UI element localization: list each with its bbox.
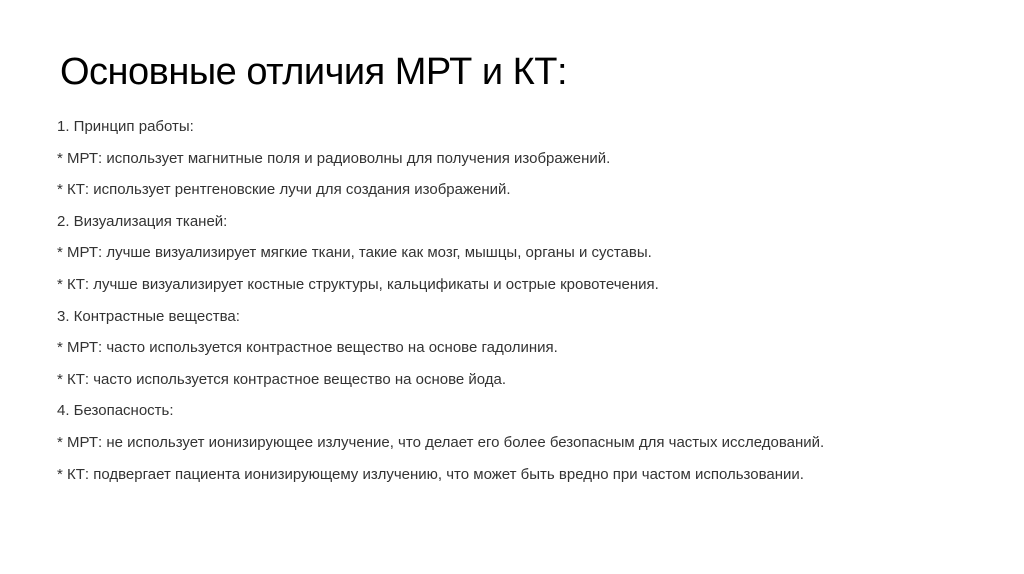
list-item: * МРТ: использует магнитные поля и радиоволны для получения изображений. — [57, 149, 611, 167]
slide-body — [57, 116, 847, 495]
list-item: * МРТ: лучше визуализирует мягкие ткани, такие как мозг, мышцы, органы и суставы. — [57, 244, 652, 262]
slide-title: Основные отличия МРТ и КТ: — [60, 51, 568, 93]
heading-safety: 4. Безопасность: — [57, 402, 174, 420]
list-item: * КТ: использует рентгеновские лучи для создания изображений. — [57, 181, 511, 199]
heading-visualization: 2. Визуализация тканей: — [57, 212, 228, 230]
list-item: * КТ: подвергает пациента ионизирующему излучению, что может быть вредно при частом использовании. — [57, 465, 804, 483]
list-item: * КТ: лучше визуализирует костные структуры, кальцификаты и острые кровотечения. — [57, 275, 659, 293]
heading-principle: 1. Принцип работы: — [57, 118, 194, 135]
list-item: * МРТ: часто используется контрастное вещество на основе гадолиния. — [57, 339, 558, 357]
list-item: * КТ: часто используется контрастное вещество на основе йода. — [57, 370, 507, 388]
heading-contrast: 3. Контрастные вещества: — [57, 307, 240, 325]
list-item: * МРТ: не использует ионизирующее излучение, что делает его более безопасным для частых исследований. — [57, 433, 825, 451]
